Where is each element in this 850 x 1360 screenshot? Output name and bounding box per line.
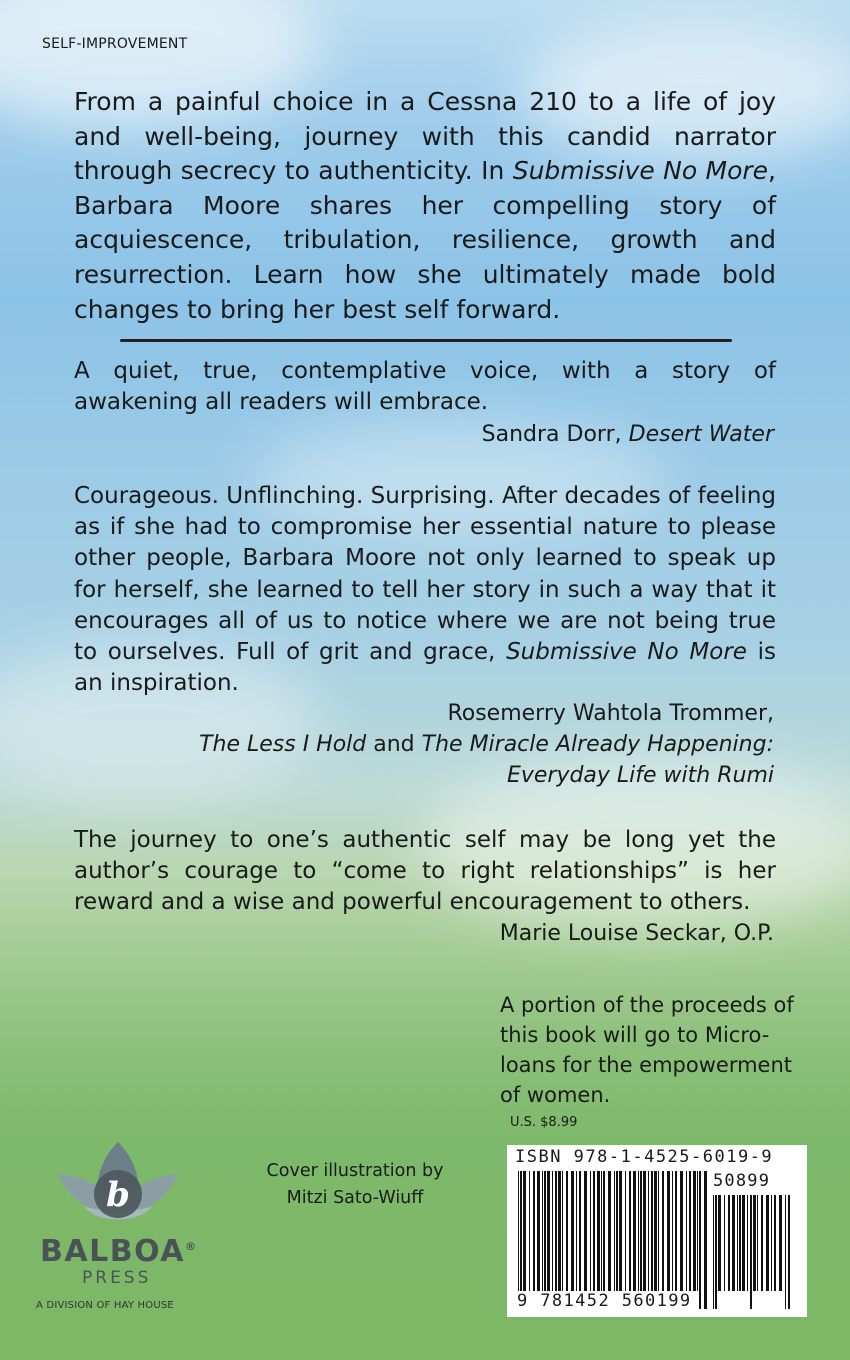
barcode-bar (750, 1195, 752, 1309)
barcode-bar (718, 1195, 721, 1291)
publisher-division: A DIVISION OF HAY HOUSE (36, 1300, 174, 1311)
barcode-box (507, 1145, 807, 1317)
description-text: From a painful choice in a Cessna 210 to a life of joy and well-being, journey with this candid narrator through secrecy to authenticity. In (74, 87, 776, 186)
balboa-lotus-logo-icon (28, 1140, 208, 1240)
reviewer-name: Sandra Dorr, (481, 422, 629, 447)
barcode-bar (648, 1171, 649, 1291)
barcode-bar (597, 1171, 600, 1291)
barcode-bar (757, 1195, 758, 1291)
barcode-bar (771, 1195, 772, 1291)
barcode-bar (537, 1171, 540, 1291)
barcode-bar (544, 1171, 546, 1291)
barcode-bar (753, 1195, 756, 1291)
barcode-bar (654, 1171, 657, 1291)
registered-mark: ® (184, 1240, 198, 1253)
cover-credit (245, 1158, 465, 1212)
barcode-bar (629, 1171, 631, 1291)
review-attribution-1 (74, 419, 774, 450)
review-quote-1: A quiet, true, contemplative voice, with a story of awakening all readers will embrace. (74, 358, 776, 416)
barcode-bar (658, 1171, 659, 1291)
barcode-bar (779, 1195, 782, 1291)
price-addon-number: 50899 (713, 1171, 771, 1191)
barcode-bar (747, 1195, 748, 1291)
barcode-bar (728, 1195, 730, 1291)
barcode-bar (533, 1171, 535, 1291)
barcode-bar (614, 1171, 615, 1309)
reviewer-work: The Miracle Already Happening: (421, 732, 774, 757)
barcode-bar (542, 1171, 543, 1291)
isbn-number: ISBN 978-1-4525-6019-9 (515, 1147, 774, 1167)
ean-number: 9 781452 560199 (517, 1291, 695, 1311)
reviewer-work: Desert Water (628, 422, 774, 447)
ean-barcode (517, 1171, 707, 1309)
barcode-bar (638, 1171, 639, 1291)
reviewer-work: Everyday Life with Rumi (506, 763, 774, 788)
barcode-bar (558, 1171, 561, 1291)
barcode-bar (590, 1171, 591, 1291)
barcode-bar (552, 1171, 553, 1291)
barcode-bar (662, 1171, 664, 1291)
book-description (74, 85, 776, 327)
publisher-sub: PRESS (82, 1268, 152, 1288)
barcode-bar (697, 1171, 698, 1291)
barcode-bar (523, 1171, 526, 1291)
barcode-bar (616, 1171, 618, 1291)
barcode-bar (680, 1171, 683, 1291)
review-attribution-3: Marie Louise Seckar, O.P. (499, 921, 774, 946)
addon-barcode (712, 1195, 797, 1309)
divider-rule (120, 339, 732, 342)
review-quote-2 (74, 481, 776, 699)
barcode-bar (737, 1195, 738, 1291)
barcode-bar (689, 1171, 691, 1291)
barcode-bar (704, 1171, 707, 1309)
barcode-bar (742, 1195, 745, 1291)
barcode-bar (699, 1171, 701, 1309)
barcode-bar (732, 1195, 735, 1291)
barcode-bar (667, 1171, 670, 1291)
barcode-bar (566, 1171, 568, 1291)
barcode-bar (579, 1171, 581, 1291)
reviewer-work: The Less I Hold (199, 732, 367, 757)
barcode-bar (601, 1171, 602, 1291)
barcode-bar (562, 1171, 563, 1291)
reviewer-name: Rosemerry Wahtola Trommer, (447, 701, 774, 726)
logo-letter: b (106, 1175, 130, 1215)
description-text: , Barbara Moore shares her compelling story of acquiescence, tribulation, resilience, growth and resurrection. Learn how she ultimately made bold changes to bring her best self forward. (74, 156, 776, 324)
publisher-wordmark: BALBOA (40, 1234, 185, 1269)
review-attribution-2 (74, 698, 774, 791)
barcode-bar (651, 1171, 653, 1291)
barcode-bar (518, 1171, 519, 1309)
barcode-bar (766, 1195, 769, 1291)
book-title: Submissive No More (506, 639, 747, 666)
barcode-bar (603, 1171, 605, 1291)
barcode-bar (774, 1195, 776, 1291)
barcode-bar (788, 1195, 790, 1309)
barcode-bar (576, 1171, 577, 1291)
barcode-bar (593, 1171, 595, 1291)
book-title: Submissive No More (512, 156, 769, 186)
barcode-bar (584, 1171, 587, 1291)
reviewer-works (74, 729, 774, 760)
barcode-bar (625, 1171, 626, 1291)
category-label: SELF-IMPROVEMENT (42, 36, 188, 52)
barcode-bar (715, 1195, 717, 1309)
barcode-bar (555, 1171, 557, 1291)
barcode-bar (619, 1171, 622, 1291)
barcode-bar (640, 1171, 642, 1291)
barcode-bar (686, 1171, 687, 1291)
barcode-bar (547, 1171, 550, 1291)
quote-text: Courageous. Unflinching. Surprising. After decades of feeling as if she had to compromise her essential nature to please other people, Barbara Moore not only learned to speak up for herself, she learned to tell her story in such a way that it encourages all of us to notice where we are not being true to ourselves. Full of grit and grace, (74, 483, 776, 666)
barcode-bar (633, 1171, 636, 1291)
barcode-bar (713, 1195, 714, 1309)
barcode-bar (643, 1171, 646, 1291)
barcode-bar (529, 1171, 530, 1291)
review-quote-3: The journey to one’s authentic self may be long yet the author’s courage to “come to right relationships” is her reward and a wise and powerful encouragement to others. (74, 827, 776, 916)
barcode-bar (693, 1171, 696, 1291)
barcode-bar (672, 1171, 673, 1291)
credit-name: Mitzi Sato-Wiuff (286, 1188, 424, 1208)
barcode-bar (608, 1171, 611, 1291)
credit-line: Cover illustration by (266, 1161, 444, 1181)
barcode-bar (761, 1195, 763, 1291)
quote-text: is an inspiration. (74, 639, 776, 697)
price-label: U.S. $8.99 (510, 1115, 578, 1130)
barcode-bar (724, 1195, 725, 1291)
barcode-bar (520, 1171, 522, 1309)
barcode-bar (571, 1171, 574, 1291)
barcode-bar (785, 1195, 786, 1309)
proceeds-note: A portion of the proceeds of this book will go to Micro-loans for the empowerment of women. (500, 993, 794, 1107)
barcode-bar (739, 1195, 741, 1291)
conjunction: and (366, 732, 422, 757)
publisher-name (40, 1234, 197, 1269)
reviewer-work-line (74, 760, 774, 791)
barcode-bar (675, 1171, 677, 1291)
